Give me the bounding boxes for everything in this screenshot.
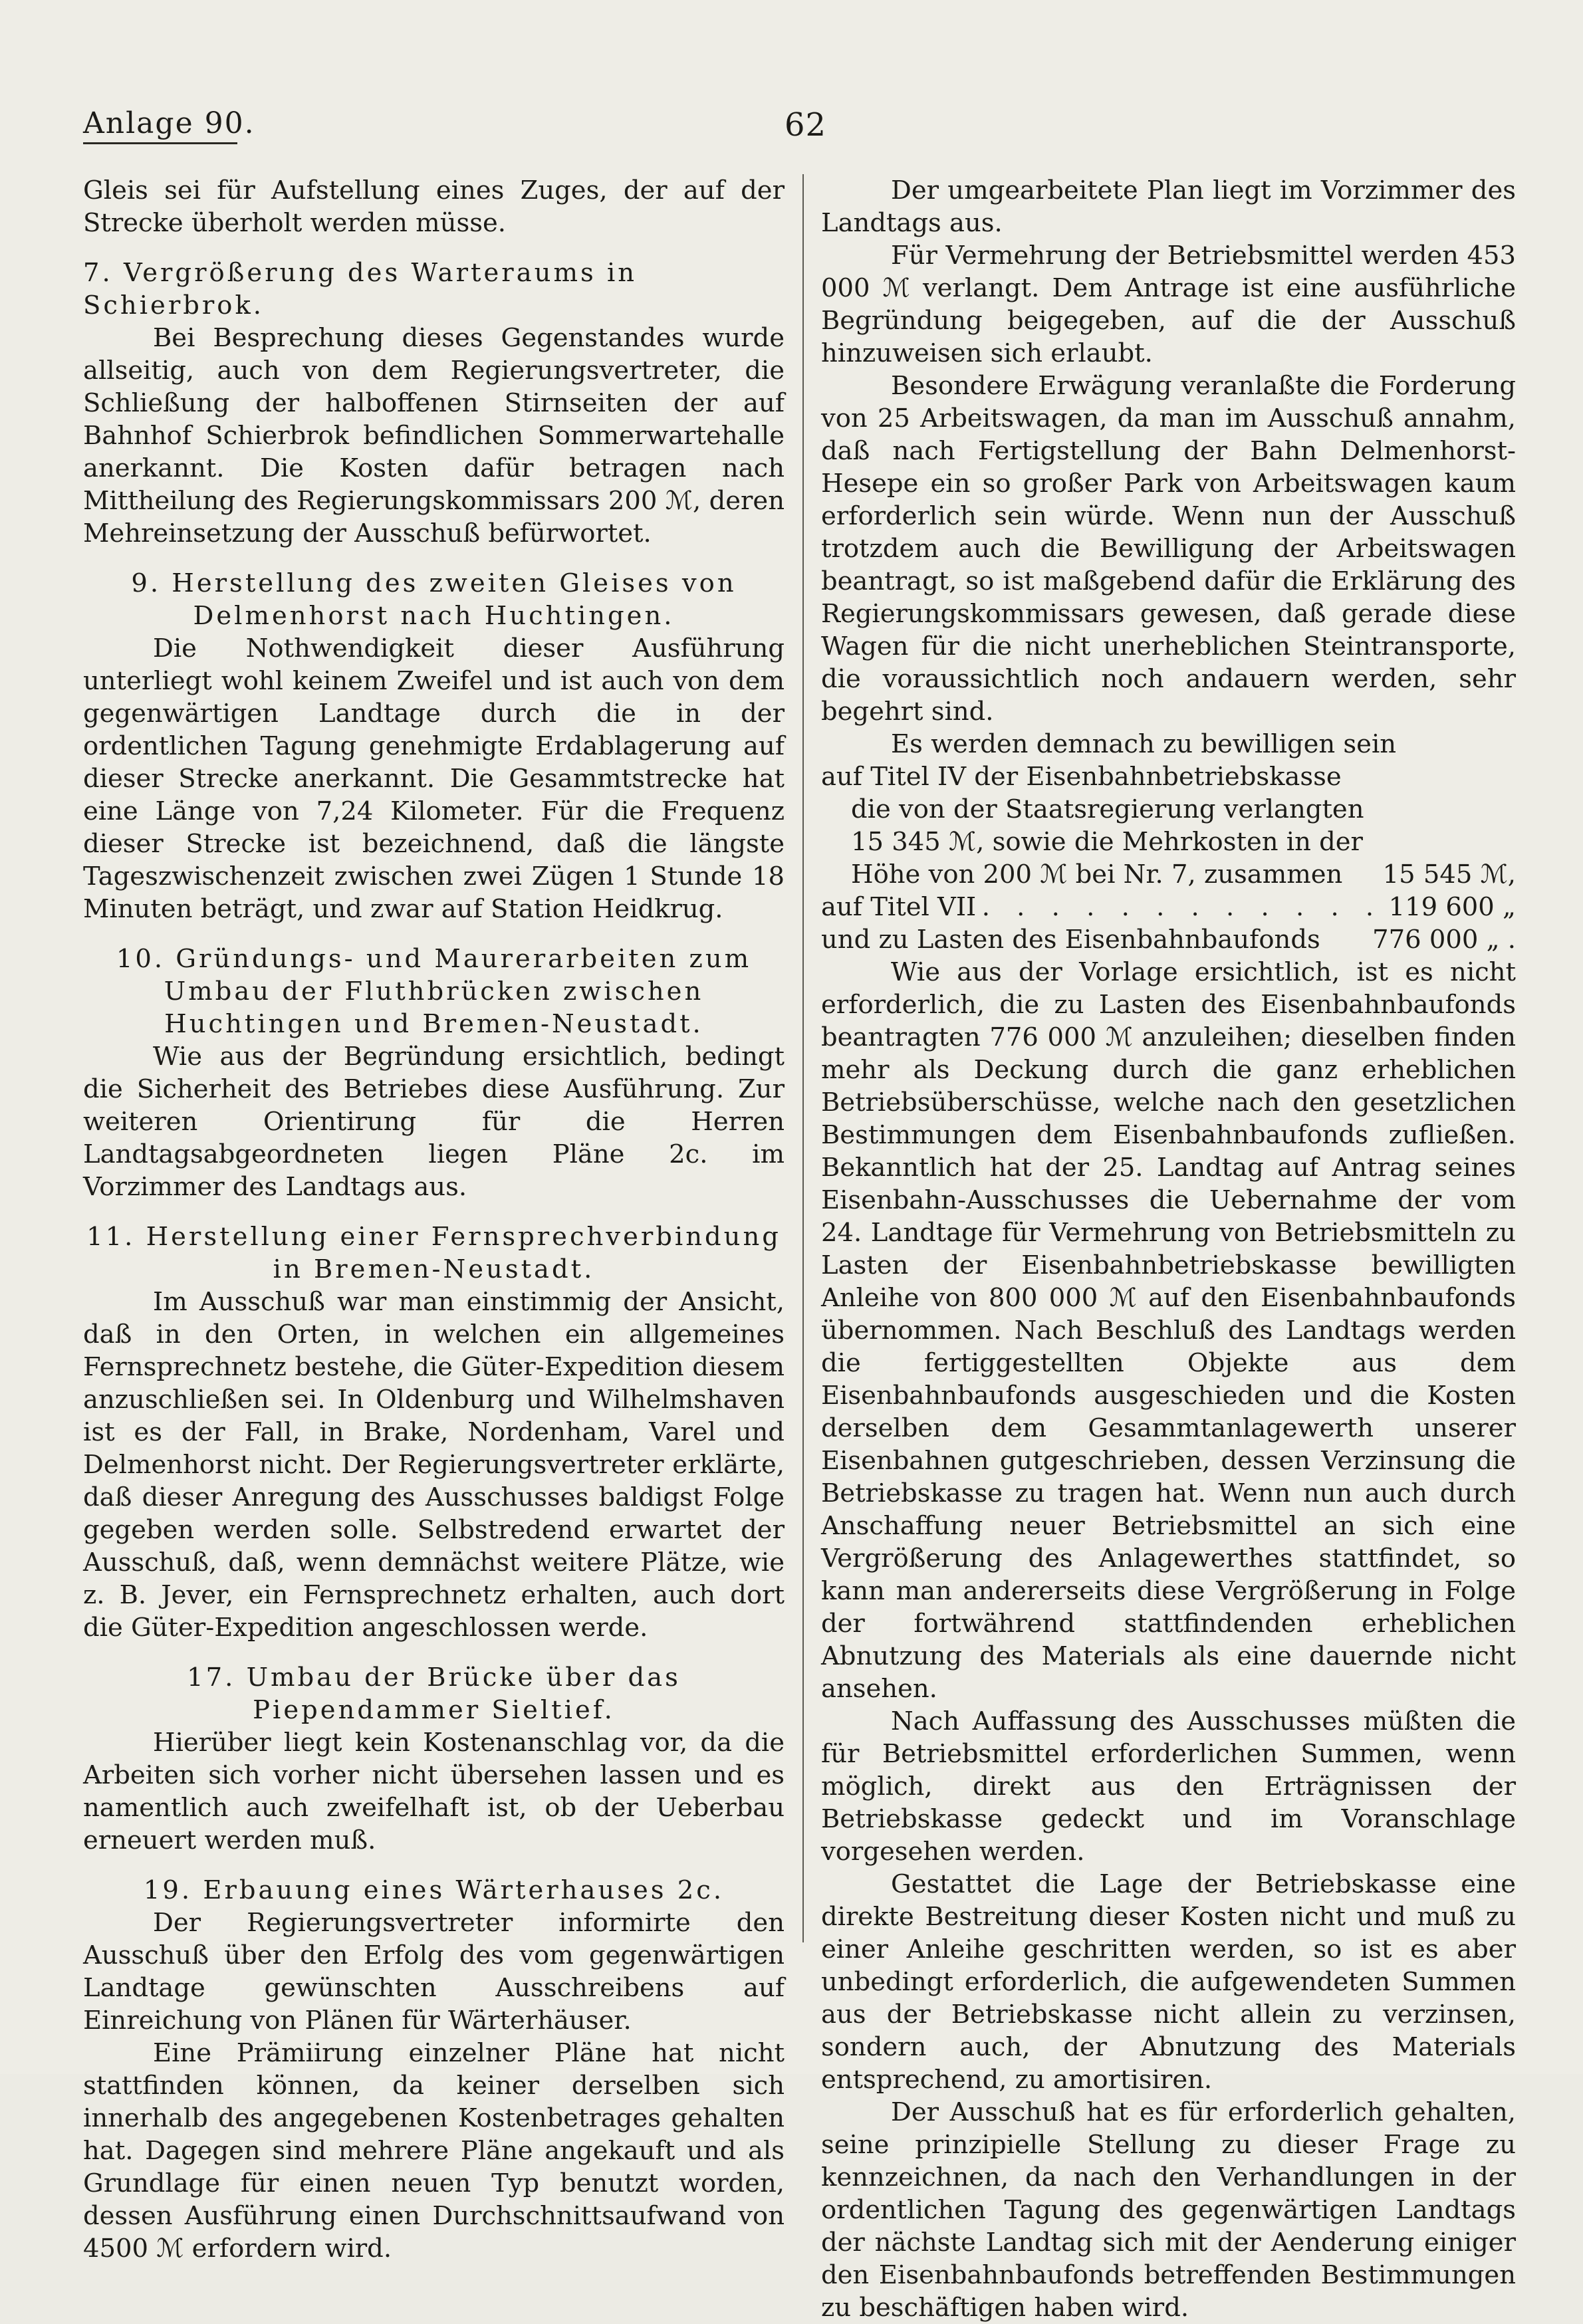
header-rule bbox=[83, 142, 237, 144]
section-9-heading: 9. Herstellung des zweiten Gleises von Delmenhorst nach Huchtingen. bbox=[131, 568, 737, 631]
ledger-amount: 15 545 ℳ, bbox=[1382, 860, 1516, 889]
annex-label: Anlage 90. bbox=[83, 106, 255, 140]
section-10-text: Wie aus der Begründung ersichtlich, bedingt die Sicherheit des Betriebes diese Ausführung. Zur weiteren Orientirung für die Herren Landtagsabgeordneten liegen Pläne 2c. im Vorzimmer des Landtags aus. bbox=[83, 1042, 785, 1202]
ledger-line bbox=[821, 826, 1516, 858]
paragraph-bewilligung-intro: Es werden demnach zu bewilligen sein bbox=[891, 729, 1397, 759]
ledger-line bbox=[821, 858, 1516, 891]
section-17-heading: 17. Umbau der Brücke über das Piependammer Sieltief. bbox=[187, 1663, 681, 1725]
paragraph-stellung: Der Ausschuß hat es für erforderlich gehalten, seine prinzipielle Stellung zu dieser Frage zu kennzeichnen, da nach den Verhandlungen in der ordentlichen Tagung des gegenwärtigen Landtags der nächste Landtag sich mit der Aenderung einiger den Eisenbahnbaufonds betreffenden Bestimmungen zu beschäftigen haben wird. bbox=[821, 2097, 1516, 2323]
page-header bbox=[0, 0, 1583, 160]
section-11-text: Im Ausschuß war man einstimmig der Ansicht, daß in den Orten, in welchen ein allgemeines Fernsprechnetz bestehe, die Güter-Expedition diesem anzuschließen sei. In Oldenburg und Wilhelmshaven ist es der Fall, in Brake, Nordenham, Varel und Delmenhorst nicht. Der Regierungsvertreter erklärte, daß dieser Anregung des Ausschusses baldigst Folge gegeben werden solle. Selbstredend erwartet der Ausschuß, daß, wenn demnächst weitere Plätze, wie z. B. Jever, ein Fernsprechnetz erhalten, auch dort die Güter-Expedition angeschlossen werde. bbox=[83, 1287, 785, 1643]
paragraph-auffassung: Nach Auffassung des Ausschusses müßten die für Betriebsmittel erforderlichen Summen, wenn möglich, direkt aus den Erträgnissen der Betriebskasse gedeckt und im Voranschlage vorgesehen werden. bbox=[821, 1706, 1516, 1867]
ledger-text: auf Titel IV der Eisenbahnbetriebskasse bbox=[821, 762, 1342, 792]
appropriation-ledger bbox=[821, 760, 1516, 956]
left-column bbox=[83, 174, 785, 2265]
paragraph-betriebsmittel: Für Vermehrung der Betriebsmittel werden 453 000 ℳ verlangt. Dem Antrage ist eine ausführliche Begründung beigegeben, auf die der Ausschuß hinzuweisen sich erlaubt. bbox=[821, 241, 1516, 368]
ledger-text: Höhe von 200 ℳ bei Nr. 7, zusammen bbox=[851, 860, 1343, 889]
section-7-heading: 7. Vergrößerung des Warteraums in Schierbrok. bbox=[83, 258, 638, 320]
ledger-line bbox=[821, 923, 1516, 956]
right-column bbox=[821, 174, 1516, 2324]
section-9-text: Die Nothwendigkeit dieser Ausführung unterliegt wohl keinem Zweifel und ist auch von dem gegenwärtigen Landtage durch die in der ordentlichen Tagung genehmigte Erdablagerung auf dieser Strecke anerkannt. Die Gesammtstrecke hat eine Länge von 7,24 Kilometer. Für die Frequenz dieser Strecke ist bezeichnend, daß die längste Tageszwischenzeit zwischen zwei Zügen 1 Stunde 18 Minuten beträgt, und zwar auf Station Heidkrug. bbox=[83, 634, 785, 924]
ledger-amount: 119 600 „ bbox=[1388, 892, 1516, 922]
ledger-line bbox=[821, 891, 1516, 923]
column-divider bbox=[802, 174, 804, 1942]
paragraph-deckung: Wie aus der Vorlage ersichtlich, ist es nicht erforderlich, die zu Lasten des Eisenbahnbaufonds beantragten 776 000 ℳ anzuleihen; dieselben finden mehr als Deckung durch die ganz erheblichen Betriebsüberschüsse, welche nach den gesetzlichen Bestimmungen dem Eisenbahnbaufonds zufließen. Bekanntlich hat der 25. Landtag auf Antrag seines Eisenbahn-Ausschusses die Uebernahme der vom 24. Landtage für Vermehrung von Betriebsmitteln zu Lasten der Eisenbahnbetriebskasse bewilligten Anleihe von 800 000 ℳ auf den Eisenbahnbaufonds übernommen. Nach Beschluß des Landtags werden die fertiggestellten Objekte aus dem Eisenbahnbaufonds ausgeschieden und die Kosten derselben dem Gesammtanlagewerth unserer Eisenbahnen gutgeschrieben, dessen Verzinsung die Betriebskasse zu tragen hat. Wenn nun auch durch Anschaffung neuer Betriebsmittel an sich eine Vergrößerung des Anlagewerthes stattfindet, so kann man andererseits diese Vergrößerung in Folge der fortwährend stattfindenden erheblichen Abnutzung des Materials als eine dauernde nicht ansehen. bbox=[821, 957, 1516, 1704]
section-17-text: Hierüber liegt kein Kostenanschlag vor, da die Arbeiten sich vorher nicht übersehen lassen und es namentlich auch zweifelhaft ist, ob der Ueberbau erneuert werden muß. bbox=[83, 1728, 785, 1855]
section-10-heading: 10. Gründungs- und Maurerarbeiten zum Umbau der Fluthbrücken zwischen Huchtingen und Bremen-Neustadt. bbox=[116, 944, 752, 1039]
section-11-heading: 11. Herstellung einer Fernsprechverbindung in Bremen-Neustadt. bbox=[86, 1222, 781, 1284]
page-number: 62 bbox=[785, 106, 827, 144]
section-19-text-2: Eine Prämiirung einzelner Pläne hat nicht stattfinden können, da keiner derselben sich innerhalb des angegebenen Kostenbetrages gehalten hat. Dagegen sind mehrere Pläne angekauft und als Grundlage für einen neuen Typ benutzt worden, dessen Ausführung einen Durchschnittsaufwand von 4500 ℳ erfordern wird. bbox=[83, 2038, 785, 2264]
continuation-paragraph: Gleis sei für Aufstellung eines Zuges, der auf der Strecke überholt werden müsse. bbox=[83, 175, 785, 238]
ledger-amount: 776 000 „ . bbox=[1372, 925, 1516, 955]
ledger-leader: . . . . . . . . . . . . bbox=[981, 892, 1384, 922]
ledger-line bbox=[821, 793, 1516, 826]
paragraph-arbeitswagen: Besondere Erwägung veranlaßte die Forderung von 25 Arbeitswagen, da man im Ausschuß annahm, daß nach Fertigstellung der Bahn Delmenhorst-Hesepe ein so großer Park von Arbeitswagen kaum erforderlich sein würde. Wenn nun der Ausschuß trotzdem auch die Bewilligung der Arbeitswagen beantragt, so ist maßgebend dafür die Erklärung des Regierungskommissars gewesen, daß gerade diese Wagen für die nicht unerheblichen Steintransporte, die voraussichtlich noch andauern werden, sehr begehrt sind. bbox=[821, 371, 1516, 727]
section-19-text-1: Der Regierungsvertreter informirte den Ausschuß über den Erfolg des vom gegenwärtigen Landtage gewünschten Ausschreibens auf Einreichung von Plänen für Wärterhäuser. bbox=[83, 1908, 785, 2035]
paragraph-plan: Der umgearbeitete Plan liegt im Vorzimmer des Landtags aus. bbox=[821, 175, 1516, 238]
ledger-line bbox=[821, 760, 1516, 793]
paragraph-anleihe: Gestattet die Lage der Betriebskasse eine direkte Bestreitung dieser Kosten nicht und muß zu einer Anleihe geschritten werden, so ist es aber unbedingt erforderlich, die aufgewendeten Summen aus der Betriebskasse nicht allein zu verzinsen, sondern auch, der Abnutzung des Materials entsprechend, zu amortisiren. bbox=[821, 1869, 1516, 2095]
ledger-text: 15 345 ℳ, sowie die Mehrkosten in der bbox=[851, 827, 1363, 857]
section-19-heading: 19. Erbauung eines Wärterhauses 2c. bbox=[143, 1875, 725, 1905]
ledger-text: die von der Staatsregierung verlangten bbox=[851, 794, 1364, 824]
ledger-text: und zu Lasten des Eisenbahnbaufonds bbox=[821, 925, 1320, 955]
section-7-text: Bei Besprechung dieses Gegenstandes wurde allseitig, auch von dem Regierungsvertreter, die Schließung der halboffenen Stirnseiten der auf Bahnhof Schierbrok befindlichen Sommerwartehalle anerkannt. Die Kosten dafür betragen nach Mittheilung des Regierungskommissars 200 ℳ, deren Mehreinsetzung der Ausschuß befürwortet. bbox=[83, 323, 785, 548]
ledger-text: auf Titel VII bbox=[821, 892, 977, 922]
